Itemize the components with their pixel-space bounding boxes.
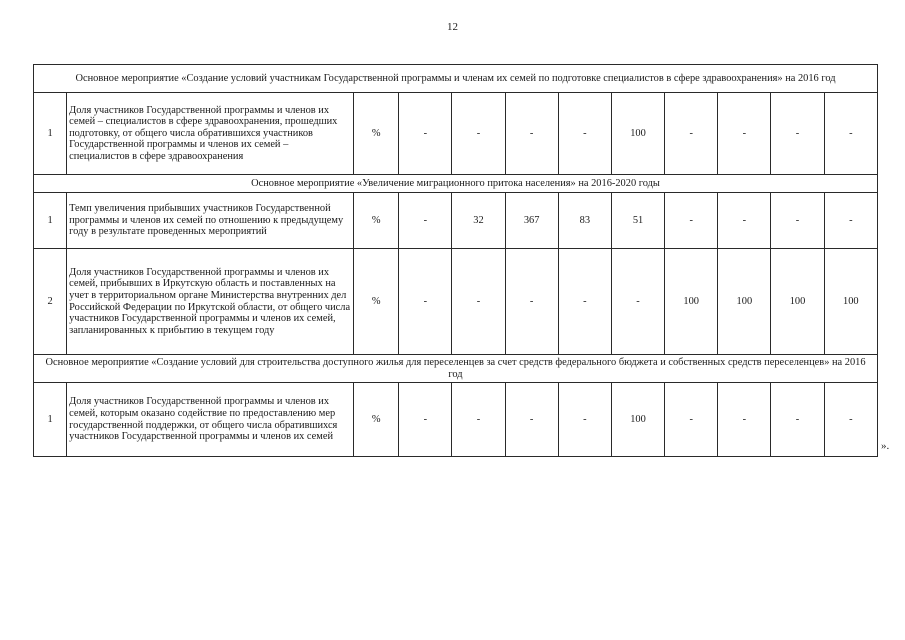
value-cell: -: [452, 249, 505, 355]
value-cell: 100: [611, 383, 664, 457]
indicator-description: Темп увеличения прибывших участников Государственной программы и членов их семей по отношению к предыдущему году в результате проведенных мероприятий: [67, 193, 354, 249]
value-cell: -: [452, 383, 505, 457]
value-cell: 32: [452, 193, 505, 249]
value-cell: -: [505, 383, 558, 457]
indicators-table: [33, 64, 878, 457]
value-cell: 83: [558, 193, 611, 249]
section-title: Основное мероприятие «Создание условий участникам Государственной программы и членам их семей по подготовке специалистов в сфере здравоохранения» на 2016 год: [34, 65, 878, 93]
value-cell: 100: [824, 249, 877, 355]
value-cell: 100: [665, 249, 718, 355]
value-cell: -: [665, 383, 718, 457]
section-header: [34, 175, 878, 193]
table-row: [34, 249, 878, 355]
unit-cell: %: [354, 249, 399, 355]
value-cell: -: [452, 93, 505, 175]
value-cell: -: [718, 193, 771, 249]
section-title: Основное мероприятие «Создание условий для строительства доступного жилья для переселенцев за счет средств федерального бюджета и собственных средств переселенцев» на 2016 год: [34, 355, 878, 383]
row-number: 1: [34, 193, 67, 249]
value-cell: -: [665, 93, 718, 175]
table-row: [34, 383, 878, 457]
unit-cell: %: [354, 383, 399, 457]
value-cell: 100: [718, 249, 771, 355]
closing-quote-mark: ».: [881, 440, 890, 452]
section-header: [34, 65, 878, 93]
value-cell: -: [399, 193, 452, 249]
row-number: 1: [34, 93, 67, 175]
unit-cell: %: [354, 193, 399, 249]
value-cell: -: [771, 93, 824, 175]
row-number: 2: [34, 249, 67, 355]
value-cell: -: [665, 193, 718, 249]
value-cell: -: [771, 193, 824, 249]
value-cell: -: [718, 383, 771, 457]
indicator-description: Доля участников Государственной программы и членов их семей – специалистов в сфере здравоохранения, прошедших подготовку, от общего числа обратившихся участников Государственной программы и членов их семей – специалистов в сфере здравоохранения: [67, 93, 354, 175]
value-cell: -: [718, 93, 771, 175]
value-cell: 100: [611, 93, 664, 175]
value-cell: -: [505, 249, 558, 355]
indicator-description: Доля участников Государственной программы и членов их семей, которым оказано содействие по предоставлению мер государственной поддержки, от общего числа обратившихся участников Государственной программы и членов их семей: [67, 383, 354, 457]
value-cell: -: [558, 249, 611, 355]
section-title: Основное мероприятие «Увеличение миграционного притока населения» на 2016-2020 годы: [34, 175, 878, 193]
value-cell: 367: [505, 193, 558, 249]
page-number: 12: [447, 21, 458, 33]
section-header: [34, 355, 878, 383]
value-cell: -: [399, 93, 452, 175]
unit-cell: %: [354, 93, 399, 175]
value-cell: -: [399, 249, 452, 355]
table-row: [34, 93, 878, 175]
value-cell: -: [824, 383, 877, 457]
value-cell: -: [611, 249, 664, 355]
value-cell: -: [771, 383, 824, 457]
value-cell: -: [505, 93, 558, 175]
value-cell: 100: [771, 249, 824, 355]
table-row: [34, 193, 878, 249]
indicator-description: Доля участников Государственной программы и членов их семей, прибывших в Иркутскую область и поставленных на учет в территориальном органе Министерства внутренних дел Российской Федерации по Иркутской области, от общего числа участников Государственной программы и членов их семей, запланированных к прибытию в текущем году: [67, 249, 354, 355]
value-cell: 51: [611, 193, 664, 249]
value-cell: -: [399, 383, 452, 457]
value-cell: -: [558, 93, 611, 175]
value-cell: -: [824, 93, 877, 175]
row-number: 1: [34, 383, 67, 457]
value-cell: -: [824, 193, 877, 249]
value-cell: -: [558, 383, 611, 457]
